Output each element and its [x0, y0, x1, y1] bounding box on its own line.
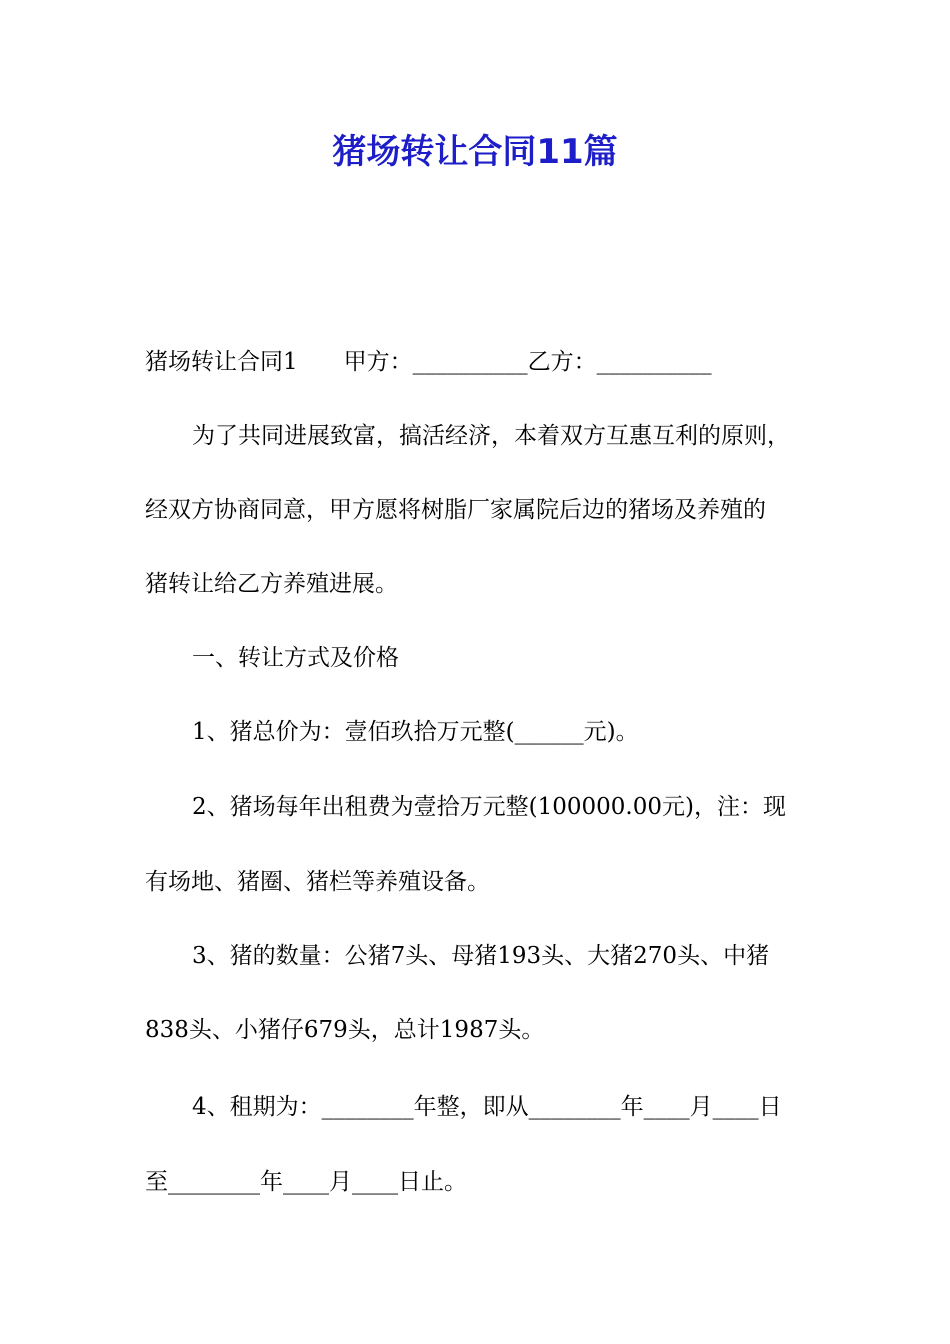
- clause-line: 2、猪场每年出租费为壹拾万元整(100000.00元)，注：现: [192, 794, 786, 820]
- paragraph-line: 为了共同进展致富，搞活经济，本着双方互惠互利的原则，: [192, 423, 790, 449]
- clause-line: 1、猪总价为：壹佰玖拾万元整(______元)。: [192, 719, 639, 745]
- section-heading: 一、转让方式及价格: [192, 645, 399, 671]
- paragraph-line: 经双方协商同意，甲方愿将树脂厂家属院后边的猪场及养殖的: [145, 497, 766, 523]
- clause-line: 至________年____月____日止。: [145, 1169, 467, 1195]
- paragraph-line: 猪转让给乙方养殖进展。: [145, 571, 398, 597]
- clause-line: 838头、小猪仔679头，总计1987头。: [145, 1017, 545, 1043]
- contract-heading-line: 猪场转让合同1 甲方：__________乙方：__________: [145, 349, 712, 375]
- clause-line: 有场地、猪圈、猪栏等养殖设备。: [145, 869, 490, 895]
- document-title: 猪场转让合同11篇: [332, 132, 618, 172]
- clause-line: 4、租期为：________年整，即从________年____月____日: [192, 1094, 782, 1120]
- clause-line: 3、猪的数量：公猪7头、母猪193头、大猪270头、中猪: [192, 943, 770, 969]
